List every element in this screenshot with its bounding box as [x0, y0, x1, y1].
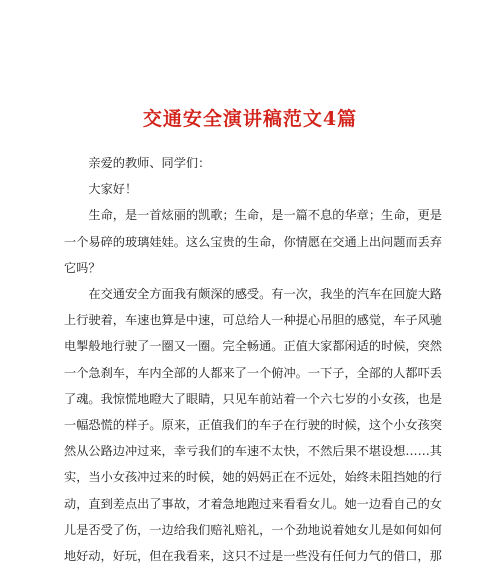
paragraph-life: 生命，是一首炫丽的凯歌；生命，是一篇不息的华章；生命，更是一个易碎的玻璃娃娃。这么宝贵的生命，你情愿在交通上出问题而丢弃它吗？	[64, 208, 442, 275]
document-title: 交通安全演讲稿范文4篇	[142, 108, 358, 130]
salutation: 亲爱的教师、同学们：	[88, 156, 211, 170]
paragraph-story: 在交通安全方面我有颇深的感受。有一次，我坐的汽车在回旋大路上行驶着，车速也算是中速，可总给人一种提心吊胆的感觉，车子风驰电掣般地行驶了一圈又一圈。完全畅通。正值大家都闲适的时候，突然一个急刹车，车内全部的人都来了一个俯冲。一下子，全部的人都吓丢了魂。我惊慌地瞪大了眼睛，只见车前站着一个六七岁的小女孩，也是一幅恐慌的样子。原来，正值我们的车子在行驶的时候，这个小女孩突然从公路边冲过来，幸亏我们的车速不太快，不然后果不堪设想……其实，当小女孩冲过来的时候，她的妈妈正在不远处，始终未阻挡她的行动，直到差点出了事故，才着急地跑过来看看女儿。她一边看自己的女儿是否受了伤，一边给我们赔礼赔礼，一个劲地说着她女儿是如何如何地好动，好玩，但在我看来，这只不过是一些没有任何力气的借口，那	[64, 287, 442, 564]
document-body	[64, 150, 442, 565]
greeting: 大家好！	[88, 182, 138, 197]
